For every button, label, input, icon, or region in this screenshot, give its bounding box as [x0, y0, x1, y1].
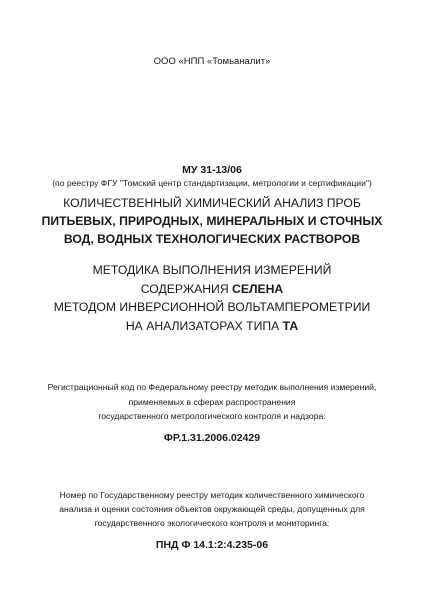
- method-line-4: [0, 320, 424, 332]
- federal-registry-line-2: применяемых в сферах распространения: [128, 397, 296, 407]
- title-line-2: ПИТЬЕВЫХ, ПРИРОДНЫХ, МИНЕРАЛЬНЫХ И СТОЧНЫХ: [41, 214, 383, 228]
- title-line-3: ВОД, ВОДНЫХ ТЕХНОЛОГИЧЕСКИХ РАСТВОРОВ: [63, 232, 361, 246]
- title-line-1: КОЛИЧЕСТВЕННЫЙ ХИМИЧЕСКИЙ АНАЛИЗ ПРОБ: [63, 196, 361, 210]
- method-line-4-prefix: НА АНАЛИЗАТОРАХ ТИПА: [125, 319, 283, 333]
- method-line-2: [0, 283, 424, 295]
- analyzer-type: ТА: [282, 319, 299, 333]
- state-registry-line-3: государственного экологического контроля и мониторинга:: [94, 518, 330, 528]
- federal-registry-line-1: Регистрационный код по Федеральному реестру методик выполнения измерений,: [47, 382, 377, 392]
- federal-registry-line-3: государственного метрологического контроля и надзора:: [98, 411, 326, 421]
- method-line-2-prefix: СОДЕРЖАНИЯ: [140, 282, 233, 296]
- organization-name: ООО «НПП «Томьаналит»: [153, 56, 271, 67]
- state-registry-line-2: анализа и оценки состояния объектов окружающей среды, допущенных для: [59, 504, 365, 514]
- federal-registry-code: ФР.1.31.2006.02429: [163, 432, 261, 444]
- method-line-3: МЕТОДОМ ИНВЕРСИОННОЙ ВОЛЬТАМПЕРОМЕТРИИ: [53, 300, 371, 314]
- document-number: МУ 31-13/06: [182, 164, 242, 176]
- state-registry-code: ПНД Ф 14.1:2:4.235-06: [155, 539, 269, 551]
- method-line-1: МЕТОДИКА ВЫПОЛНЕНИЯ ИЗМЕРЕНИЙ: [92, 263, 332, 277]
- analyte-name: СЕЛЕНА: [232, 282, 284, 296]
- registry-note: (по реестру ФГУ "Томский центр стандартизации, метрологии и сертификации"): [52, 178, 372, 188]
- state-registry-line-1: Номер по Государственному реестру методик количественного химического: [59, 490, 365, 500]
